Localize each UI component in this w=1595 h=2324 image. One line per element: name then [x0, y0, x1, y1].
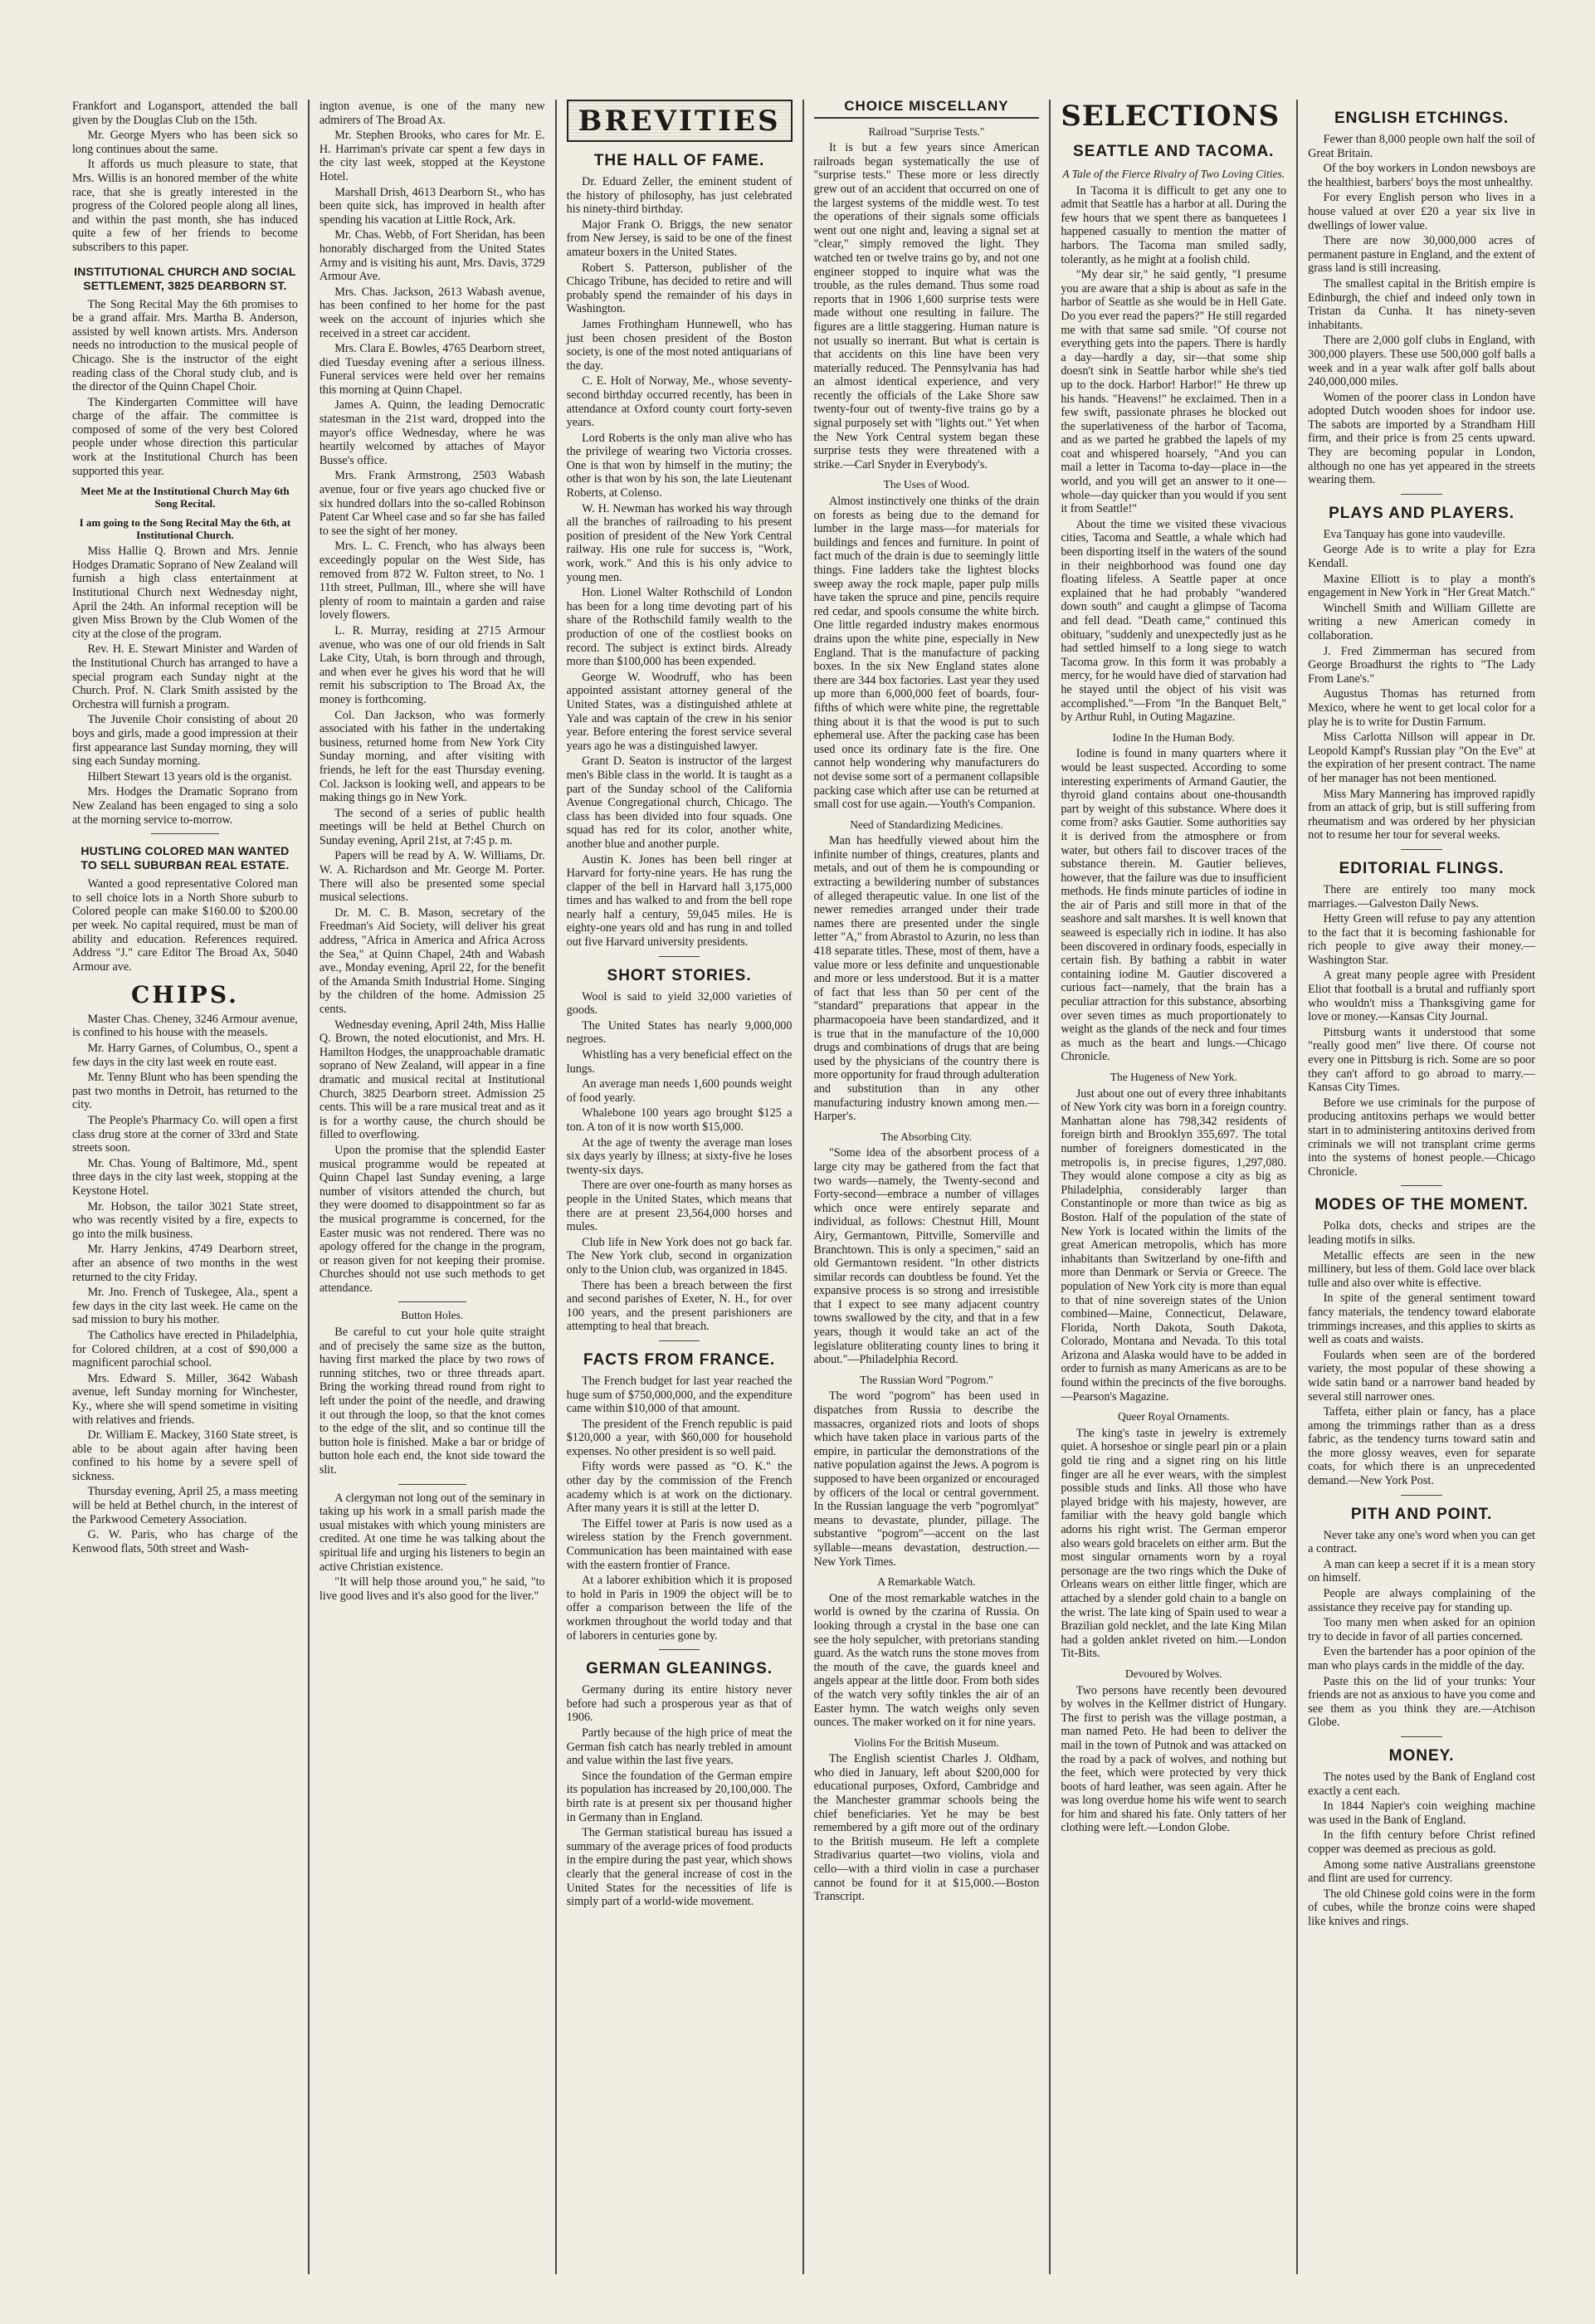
section-heading: FACTS FROM FRANCE.: [583, 1350, 776, 1369]
article-paragraph: Two persons have recently been devoured by wolves in the Kellmer district of Hungary. The first to perish was the village postman, a man named Peto. He had been to deliver the mail in the town of Putnok and was attacked on the road by a pack of wolves, and nothing but the feet, which were protected by very thick boots of hard leather, was seen again. After he was long overdue home his wife went to search for him and shared his fate. Only tatters of her clothing were left.—London Globe.: [1061, 1683, 1287, 1835]
section-divider: [659, 1340, 700, 1341]
article-paragraph: Mr. Chas. Webb, of Fort Sheridan, has been honorably discharged from the United States Army and is visiting his aunt, Mrs. Davis, 3729 Armour Ave.: [319, 228, 545, 284]
article-paragraph: Miss Mary Mannering has improved rapidly from an attack of grip, but is still suffering from rheumatism and was ordered by her physician not to resume her tour for several weeks.: [1308, 787, 1535, 842]
article-paragraph: The president of the French republic is paid $120,000 a year, with $60,000 for household expenses. No other president is so well paid.: [566, 1417, 793, 1458]
chips-heading: CHIPS.: [130, 981, 239, 1009]
section-divider: [398, 1484, 466, 1485]
article-paragraph: There are now 30,000,000 acres of permanent pasture in England, and the extent of grass land is still increasing.: [1308, 234, 1535, 276]
article-paragraph: ington avenue, is one of the many new admirers of The Broad Ax.: [319, 100, 545, 127]
article-paragraph: Wednesday evening, April 24th, Miss Hallie Q. Brown, the noted elocutionist, and Mrs. H. Hamilton Hodges, the unapproachable dramatic soprano of New Zealand, will appear in a fine dramatic and musical recital at Institutional Church, 3825 Dearborn street. Admission 25 cents. This will be a rare musical treat and as it is for a worthy cause, the church should be filled to overflowing.: [319, 1018, 545, 1142]
article-paragraph: G. W. Paris, who has charge of the Kenwood flats, 50th street and Wash-: [72, 1528, 298, 1555]
section-heading: ENGLISH ETCHINGS.: [1334, 110, 1510, 127]
article-paragraph: Lord Roberts is the only man alive who has the privilege of wearing two Victoria crosses. One is that won by himself in the mutiny; the other is that won by his son, the late Lieutenant Roberts, at Colenso.: [566, 431, 793, 500]
article-title: A Remarkable Watch.: [877, 1575, 976, 1589]
article-paragraph: Paste this on the lid of your trunks: Your friends are not as anxious to have you come and see them as you think they are.—Atchison Globe.: [1308, 1674, 1535, 1730]
article-paragraph: Mr. Jno. French of Tuskegee, Ala., spent a few days in the city last week. He came on the sad mission to bury his mother.: [72, 1286, 298, 1327]
article-paragraph: Almost instinctively one thinks of the drain on forests as being due to the demand for lumber in the large mass—for materials for buildings and fences and furniture. In point of fact much of the drain is due to seemingly little things. Fine ladders take the lightest blocks sweep away the rock maple, paper pulp mills have taken the spruce and pine, pencils require red cedar, and spools consume the white birch. One little regarded industry makes enormous drains upon the white pine, especially in New England. That is the manufacture of packing boxes. In the six New England states alone there are 344 box factories. Last year they used up more than 6,000,000 feet of boards, four-fifths of which were white pine, the regrettable thing about it is that the wood is put to such ephemeral use. After the packing case has been used once its ordinary fate is the fire. One cannot help wondering why manufacturers do not devise some sort of a permanent collapsible packing case which after use can be returned at small cost for use again.—Youth's Companion.: [813, 495, 1040, 812]
article-paragraph: Hetty Green will refuse to pay any attention to the fact that it is becoming fashionable for rich people to give away their money.—Washington Star.: [1308, 912, 1535, 967]
column-2: [310, 100, 557, 2274]
article-paragraph: Major Frank O. Briggs, the new senator from New Jersey, is said to be one of the finest amateur boxers in the United States.: [566, 217, 793, 259]
article-paragraph: Mrs. Edward S. Miller, 3642 Wabash avenue, left Sunday morning for Winchester, Ky., where she will spend sometime in visiting with relatives and friends.: [72, 1371, 298, 1427]
column-grid: [62, 100, 1545, 2274]
article-paragraph: About the time we visited these vivacious cities, Tacoma and Seattle, a whale which had been disporting itself in the waters of the sound in their neighborhood was found one day floating lifeless. A Seattle paper at once explained that he had probably "wandered down south" and caught a glimpse of Tacoma and fell dead. "Death came," continued this obituary, "suddenly and unexpectedly just as he had settled himself to a long siege to watch Tacoma grow. In this form it was probably a mercy, for he would have died of starvation had he stayed until the object of his visit was accomplished."—From "In the Banquet Belt," by Arthur Ruhl, in Outing Magazine.: [1061, 517, 1287, 725]
article-paragraph: The old Chinese gold coins were in the form of cubes, while the bronze coins were shaped like knives and rings.: [1308, 1887, 1535, 1928]
article-paragraph: Hilbert Stewart 13 years old is the organist.: [87, 769, 292, 784]
article-paragraph: Master Chas. Cheney, 3246 Armour avenue, is confined to his house with the measels.: [72, 1012, 298, 1040]
section-divider: [151, 833, 219, 834]
article-paragraph: Wool is said to yield 32,000 varieties of goods.: [566, 989, 793, 1018]
article-paragraph: In spite of the general sentiment toward fancy materials, the tendency toward elaborate trimmings increases, and this applies to skirts as well as coats and waists.: [1308, 1291, 1535, 1347]
article-title: Iodine In the Human Body.: [1112, 730, 1235, 744]
column-5: [1051, 100, 1298, 2274]
article-paragraph: C. E. Holt of Norway, Me., whose seventy-second birthday occurred recently, has been in attendance at Oxford county court forty-seven years.: [566, 374, 793, 430]
article-title: The Uses of Wood.: [883, 478, 970, 491]
article-title: The Absorbing City.: [880, 1130, 973, 1143]
section-divider: [659, 1649, 700, 1650]
article-paragraph: George W. Woodruff, who has been appointed assistant attorney general of the United States, was a distinguished athlete at Yale and was captain of the crew in his senior year. Before entering the forest service several years ago he was a distinguished lawyer.: [566, 670, 793, 753]
article-paragraph: Upon the promise that the splendid Easter musical programme would be repeated at Quinn Chapel last Sunday evening, a large number of visitors attended the church, but they were doomed to disappointment so far as the musical programme is concerned, for the Easter music was not rendered. There was no apology offered for the change in the program, or reason given for not keeping their promise. Churches should not use such methods to get attendance.: [319, 1143, 545, 1295]
article-paragraph: J. Fred Zimmerman has secured from George Broadhurst the rights to "The Lady From Lane's.": [1308, 644, 1535, 686]
article-paragraph: "My dear sir," he said gently, "I presume you are aware that a ship is about as safe in the harbor of Seattle as she would be in Hell Gate. Do you ever read the papers?" He still regarded me with that same sad smile. "Of course not everything gets into the papers. There is hardly a day—hardly a day, sir—that some ship doesn't sink in Seattle harbor while she's tied up to the dock. Harbor! Harbor!" He threw up his hands. "Heavens!" he exclaimed. Then in a few swift, passionate phrases he blocked out the superlativeness of the harbor of Tacoma, and as we parted he grabbed the lapels of my coat and whispered hoarsely, "And you can mail a letter in Tacoma to-day—place in—the world, and you will get an answer to it one—whole—day quicker than you would if you sent it from Seattle!": [1061, 268, 1287, 516]
article-title: The Russian Word "Pogrom.": [860, 1373, 993, 1386]
article-paragraph: The German statistical bureau has issued a summary of the average prices of food products in the empire during the past year, which shows clearly that the general increase of cost in the United States for the necessities of life is simply part of a world-wide movement.: [566, 1826, 793, 1909]
article-paragraph: In Tacoma it is difficult to get any one to admit that Seattle has a harbor at all. During the few hours that we spent there as banquetees I happened casually to mention the matter of harbors. The Tacoma man smiled sadly, tolerantly, as he might at a foolish child.: [1061, 183, 1287, 266]
article-paragraph: Before we use criminals for the purpose of producing antitoxins perhaps we would better start in to administering antitoxins derived from criminals we will not transplant crime germs into the systems of honest people.—Chicago Chronicle.: [1308, 1096, 1535, 1179]
selections-heading: SELECTIONS: [1061, 100, 1280, 133]
article-paragraph: Thursday evening, April 25, a mass meeting will be held at Bethel church, in the interest of the Parkwood Cemetery Association.: [72, 1485, 298, 1526]
section-divider: [1401, 1495, 1441, 1496]
article-title: Railroad "Surprise Tests.": [868, 124, 985, 138]
article-paragraph: Whalebone 100 years ago brought $125 a ton. A ton of it is now worth $15,000.: [566, 1106, 793, 1134]
article-paragraph: Fifty words were passed as "O. K." the other day by the commission of the French academy which is at work on the dictionary. After many years it is still at the letter D.: [566, 1460, 793, 1516]
section-heading: SHORT STORIES.: [607, 966, 752, 984]
article-paragraph: A man can keep a secret if it is a mean story on himself.: [1308, 1557, 1535, 1585]
section-heading: HUSTLING COLORED MAN WANTED TO SELL SUBURBAN REAL ESTATE.: [80, 844, 290, 872]
article-paragraph: The People's Pharmacy Co. will open a first class drug store at the corner of 33rd and State streets soon.: [72, 1114, 298, 1155]
section-divider: [659, 956, 700, 957]
article-paragraph: Among some native Australians greenstone and flint are used for currency.: [1308, 1858, 1535, 1886]
section-divider: [1401, 1736, 1441, 1737]
article-paragraph: Papers will be read by A. W. Williams, Dr. W. A. Richardson and Mr. George M. Porter. There will also be presented some special musical selections.: [319, 849, 545, 905]
article-paragraph: Mr. Hobson, the tailor 3021 State street, who was recently visited by a fire, expects to go into the milk business.: [72, 1199, 298, 1241]
article-paragraph: Metallic effects are seen in the new millinery, but less of them. Gold lace over black tulle and also over white is effective.: [1308, 1248, 1535, 1290]
article-title: Devoured by Wolves.: [1124, 1667, 1222, 1680]
article-paragraph: "It will help those around you," he said, "to live good lives and it's also good for the liver.": [319, 1575, 545, 1603]
section-divider: [1401, 494, 1441, 495]
article-paragraph: George Ade is to write a play for Ezra Kendall.: [1308, 543, 1535, 571]
article-paragraph: Whistling has a very beneficial effect on the lungs.: [566, 1048, 793, 1076]
article-paragraph: Robert S. Patterson, publisher of the Chicago Tribune, has decided to retire and will probably spend the remainder of his days in Washington.: [566, 261, 793, 316]
article-paragraph: There are 2,000 golf clubs in England, with 300,000 players. These use 500,000 golf balls a week and in a year walk after golf balls about 240,000,000 miles.: [1308, 334, 1535, 389]
article-paragraph: Winchell Smith and William Gillette are writing a new American comedy in collaboration.: [1308, 601, 1535, 642]
article-paragraph: There are entirely too many mock marriages.—Galveston Daily News.: [1308, 882, 1535, 911]
article-paragraph: The French budget for last year reached the huge sum of $750,000,000, and the expenditure came within $10,000 of that amount.: [566, 1374, 793, 1416]
article-paragraph: Mr. Chas. Young of Baltimore, Md., spent three days in the city last week, stopping at the Keystone Hotel.: [72, 1156, 298, 1198]
article-paragraph: In the fifth century before Christ refined copper was deemed as precious as gold.: [1308, 1828, 1535, 1856]
article-paragraph: Just about one out of every three inhabitants of New York city was born in a foreign country. Manhattan alone has 798,342 residents of foreign birth and Brooklyn 355,697. The total number of foreigners domesticated in the metropolis is, in precise figures, 1,297,080. They would alone compose a city as big as Philadelphia, considerably larger than Constantinople or more than twice as big as Boston. Half of the population of the state of New York is located within the limits of the great American metropolis, which has more inhabitants than Switzerland by one-fifth and more than Denmark or Servia or Greece. The population of New York city is more than equal to that of nine sovereign states of the Union combined—Maine, Connecticut, Delaware, Florida, North Dakota, South Dakota, Colorado, Montana and Nevada. To this total Arizona and Alaska would have to be added in order to furnish as many Americans as are to be found within the precincts of the five boroughs.—Pearson's Magazine.: [1061, 1086, 1287, 1404]
article-paragraph: Miss Carlotta Nillson will appear in Dr. Leopold Kampf's Russian play "On the Eve" at the expiration of her present contract. The name of her manager has not been mentioned.: [1308, 730, 1535, 785]
article-title: The Hugeness of New York.: [1110, 1071, 1237, 1083]
article-paragraph: W. H. Newman has worked his way through all the branches of railroading to his present position of president of the New York Central railway. His one rule for success is, "Work, work, work." And this is his only advice to young men.: [566, 501, 793, 584]
article-paragraph: "Some idea of the absorbent process of a large city may be gathered from the fact that two wards—namely, the Twenty-second and Forty-second—embrace a number of villages which once were entirely separate and individual, as follows: Chestnut Hill, Mount Airy, Germantown, Pittville, Somerville and Branchtown. This is only a specimen," said an old Germantown resident. "In other districts similar records can doubtless be found. Yet the expansive process is so strong and irresistible that I expect to see many adjacent country towns swallowed by the city, and that in a few years, though it would take an act of the legislature obliterating county lines to bring it about."—Philadelphia Record.: [813, 1146, 1040, 1367]
article-paragraph: Pittsburg wants it understood that some "really good men" live there. Of course not every one in Pittsburg is rich. Some are so poor they can't afford to go abroad to marry.—Kansas City Times.: [1308, 1025, 1535, 1095]
article-paragraph: Maxine Elliott is to play a month's engagement in New York in "Her Great Match.": [1308, 572, 1535, 600]
column-6: [1298, 100, 1545, 2274]
section-heading: INSTITUTIONAL CHURCH AND SOCIAL SETTLEMENT, 3825 DEARBORN ST.: [74, 264, 296, 292]
choice-miscellany-heading: CHOICE MISCELLANY: [814, 100, 1040, 119]
article-paragraph: Grant D. Seaton is instructor of the largest men's Bible class in the world. It is taught as a part of the Sunday school of the California Avenue Congregational church, Chicago. The class has been divided into four squads. One squad has red for its color, another white, another blue and another purple.: [566, 754, 793, 851]
article-paragraph: The English scientist Charles J. Oldham, who died in January, left about $200,000 for educational purposes, Oxford, Cambridge and the Manchester grammar schools being the chief beneficiaries. Yet he may be best remembered by a gift more out of the ordinary to the British museum. He left a complete Stradivarius quartet—two violins, viola and cello—with a third violin in case a purchaser cannot be found for it at $15,000.—Boston Transcript.: [813, 1752, 1040, 1904]
article-paragraph: The Song Recital May the 6th promises to be a grand affair. Mrs. Martha B. Anderson, assisted by well known artists. Mrs. Anderson needs no introduction to the musical people of Chicago. She is the instructor of the eight reading class of the Choral study club, and is the director of the Quinn Chapel Choir.: [72, 297, 298, 394]
article-paragraph: The second of a series of public health meetings will be held at Bethel Church on Sunday evening, April 21st, at 7:45 p. m.: [319, 806, 545, 847]
article-paragraph: Too many men when asked for an opinion try to decide in favor of all parties concerned.: [1308, 1616, 1535, 1643]
column-1: [62, 100, 310, 2274]
article-paragraph: The word "pogrom" has been used in dispatches from Russia to describe the massacres, organized riots and loots of shops which have taken place in various parts of the empire, in particular the demonstrations of the native population against the Jews. A pogrom is supposed to have been organized or encouraged by officers of the local or central government. In the Russian language the verb "pogromlyat" means to devastate, plunder, pillage. The substantive "pogrom"—accent on the last syllable—means devastation, destruction.—New York Times.: [813, 1389, 1040, 1569]
section-heading: MODES OF THE MOMENT.: [1315, 1196, 1529, 1214]
notice-heading: Meet Me at the Institutional Church May 6th Song Recital.: [80, 485, 290, 510]
article-paragraph: Since the foundation of the German empire its population has increased by 20,100,000. The birth rate is at present six per thousand higher in Germany than in England.: [566, 1769, 793, 1824]
article-paragraph: One of the most remarkable watches in the world is owned by the czarina of Russia. On looking through a crystal in the base one can see the holy sepulcher, with pretorians standing guard. As the watch runs the stone moves from the mouth of the cave, the guards kneel and angels appear at the little door. From both sides of the watch very softly tinkles the air of an Easter hymn. The watch weighs only seven ounces. The maker worked on it for nine years.: [813, 1591, 1040, 1730]
article-paragraph: Mr. Harry Jenkins, 4749 Dearborn street, after an absence of two months in the west returned to the city Friday.: [72, 1243, 298, 1284]
article-paragraph: Miss Hallie Q. Brown and Mrs. Jennie Hodges Dramatic Soprano of New Zealand will furnish a high class entertainment at Institutional Church next Wednesday night, April the 24th. An informal reception will be given Miss Brown by the Club Women of the city at the close of the program.: [72, 544, 298, 641]
article-paragraph: Mrs. Clara E. Bowles, 4765 Dearborn street, died Tuesday evening after a serious illness. Funeral services were held over her remains this morning at Quinn Chapel.: [319, 342, 545, 397]
article-paragraph: Foulards when seen are of the bordered variety, the most popular of these showing a wide satin band or a narrower band headed by several still narrower ones.: [1308, 1348, 1535, 1404]
section-heading: GERMAN GLEANINGS.: [586, 1660, 773, 1678]
article-paragraph: Even the bartender has a poor opinion of the man who plays cards in the middle of the day.: [1308, 1645, 1535, 1672]
article-paragraph: Fewer than 8,000 people own half the soil of Great Britain.: [1308, 133, 1535, 160]
article-paragraph: Eva Tanquay has gone into vaudeville.: [1323, 527, 1505, 541]
article-paragraph: Mrs. Hodges the Dramatic Soprano from New Zealand has been engaged to sing a solo at the morning service to-morrow.: [72, 785, 298, 827]
article-paragraph: Dr. M. C. B. Mason, secretary of the Freedman's Aid Society, will deliver his great address, "Africa in America and Africa Across the Sea," at Quinn Chapel, 24th and Wabash ave., Monday evening, April 22, for the benefit of the Amanda Smith Industrial Home. Singing by the children of the home. Admission 25 cents.: [319, 906, 545, 1016]
article-paragraph: Dr. Eduard Zeller, the eminent student of the history of philosophy, has just celebrated his ninety-third birthday.: [566, 175, 793, 217]
article-paragraph: Iodine is found in many quarters where it would be least suspected. According to some interesting experiments of Armand Gautier, the thyroid gland contains about one-thousandth part by weight of this substance. Where does it come from? asks Gautier. Some authorities say it is derived from the atmosphere or from water, but others fail to discover traces of the substance therein. M. Gautier believes, however, that the failure was due to insufficient methods. He finds minute particles of iodine in the air of Paris and still more in that of the seashore and salt marshes. It is well known that seaweed is especially rich in iodine. It has also been discovered in ordinary foods, especially in certain fish. By bathing a rabbit in water containing iodine M. Gautier discovered a curious fact—namely, that the brain has a peculiar attraction for this substance, absorbing over seven times as much proportionately to weight as the glands of the neck and four times as much as the heart and lungs.—Chicago Chronicle.: [1061, 747, 1287, 1064]
section-heading: MONEY.: [1388, 1746, 1455, 1765]
article-paragraph: The United States has nearly 9,000,000 negroes.: [566, 1018, 793, 1047]
article-paragraph: Man has heedfully viewed about him the infinite number of things, creatures, plants and metals, and out of them he is compounding or extracting a bewildering number of substances of alleged therapeutic value. In one list of the newer remedies arranged under their trade names there are presented under the single letter "A," from Abrastol to Azurin, no less than 418 separate titles. These, most of them, have a value more or less definite and unquestionable and more or less understood. But it is a matter of fact that less than 50 per cent of the "standard" preparations that appear in the pharmacopoeia have been standardized, and it is true that in the manufacture of the 10,000 drugs and combinations of drugs that are being used by the physicians of the country there is more opportunity for fraud through adulteration and substitution than in any other manufacturing industry known among men.—Harper's.: [813, 834, 1040, 1124]
section-heading: THE HALL OF FAME.: [593, 152, 765, 169]
article-paragraph: It affords us much pleasure to state, that Mrs. Willis is an honored member of the white race, that she is greatly interested in the progress of the Colored people along all lines, and within the past month, she has induced quite a few of her friends to become subscribers to this paper.: [72, 158, 298, 254]
article-paragraph: The Catholics have erected in Philadelphia, for Colored children, at a cost of $90,000 a magnificent parochial school.: [72, 1328, 298, 1370]
article-paragraph: Of the boy workers in London newsboys are the healthiest, barbers' boys the most unhealthy.: [1308, 162, 1535, 189]
article-paragraph: People are always complaining of the assistance they receive pay for standing up.: [1308, 1587, 1535, 1614]
article-paragraph: Hon. Lionel Walter Rothschild of London has been for a long time devoting part of his share of the Rothschild family wealth to the production of one of the costliest books on record. The subject is extinct birds. Already more than $100,000 has been expended.: [566, 586, 793, 669]
article-paragraph: An average man needs 1,600 pounds weight of food yearly.: [566, 1077, 793, 1105]
article-title: Violins For the British Museum.: [853, 1736, 999, 1749]
article-paragraph: A great many people agree with President Eliot that football is a brutal and ruffianly sport who wouldn't miss a Thanksgiving game for love or money.—Kansas City Journal.: [1308, 969, 1535, 1024]
article-paragraph: The notes used by the Bank of England cost exactly a cent each.: [1308, 1770, 1535, 1798]
article-title: A Tale of the Fierce Rivalry of Two Loving Cities.: [1062, 168, 1285, 180]
article-paragraph: Be careful to cut your hole quite straight and of precisely the same size as the button, having first marked the place by two rows of running stitches, two or three threads apart. Bring the working thread round from right to left under the point of the needle, and drawing it out through the loop, so that the knot comes to the edge of the slit, and so continue till the button hole is finished. Make a bar or bridge of button hole each end, the knot side toward the slit.: [319, 1326, 545, 1477]
column-3: [557, 100, 804, 2274]
notice-heading: I am going to the Song Recital May the 6th, at Institutional Church.: [79, 516, 291, 542]
article-paragraph: A clergyman not long out of the seminary in taking up his work in a small parish made the usual mistakes with which young ministers are credited. At one time he was talking about the spiritual life and urging his listeners to begin an active Christian existence.: [319, 1491, 545, 1574]
article-paragraph: Frankfort and Logansport, attended the ball given by the Douglas Club on the 15th.: [72, 100, 298, 127]
article-paragraph: Marshall Drish, 4613 Dearborn St., who has been quite sick, has improved in health after spending his vacation at Little Rock, Ark.: [319, 185, 545, 227]
article-paragraph: Augustus Thomas has returned from Mexico, where he went to get local color for a play he is to write for Dustin Farnum.: [1308, 687, 1535, 729]
article-paragraph: Mrs. L. C. French, who has always been exceedingly popular on the West Side, has removed from 872 W. Fulton street, to No. 1 11th street, Pullman, Ill., where she will have plenty of room to maintain a garden and raise lovely flowers.: [319, 540, 545, 622]
article-paragraph: The Juvenile Choir consisting of about 20 boys and girls, made a good impression at their first appearance last Sunday morning, they will sing each Sunday morning.: [72, 713, 298, 769]
article-paragraph: Mrs. Chas. Jackson, 2613 Wabash avenue, has been confined to her home for the past week on the account of injuries which she received in a street car accident.: [319, 285, 545, 340]
article-paragraph: Polka dots, checks and stripes are the leading motifs in silks.: [1308, 1219, 1535, 1247]
article-paragraph: Mr. Stephen Brooks, who cares for Mr. E. H. Harriman's private car spent a few days in the city last week, stopped at the Keystone Hotel.: [319, 129, 545, 183]
article-title: Button Holes.: [401, 1309, 464, 1322]
article-paragraph: At a laborer exhibition which it is proposed to hold in Paris in 1909 the object will be to offer a comparison between the life of the workmen throughout the world today and that of laborers in centuries gone by.: [566, 1574, 793, 1643]
article-paragraph: Women of the poorer class in London have adopted Dutch wooden shoes for indoor use. The sabots are imported by a Strandham Hill firm, and their price is from 25 cents upward. They are becoming popular in London, although no one has yet appeared in the streets wearing them.: [1308, 390, 1535, 487]
article-paragraph: Austin K. Jones has been bell ringer at Harvard for forty-nine years. He has rung the clapper of the bell in Harvard hall 3,175,000 times and has walked to and from the bell rope nearly half a century, 59,045 miles. He is eighty-one years old and has rung in and tolled out five Harvard university presidents.: [566, 852, 793, 950]
article-paragraph: Rev. H. E. Stewart Minister and Warden of the Institutional Church has arranged to have a special program each Sunday night at the Church. Prof. N. Clark Smith assisted by the Orchestra will furnish a program.: [72, 642, 298, 711]
article-paragraph: Never take any one's word when you can get a contract.: [1308, 1528, 1535, 1556]
article-paragraph: Wanted a good representative Colored man to sell choice lots in a North Shore suburb to Colored people can make $160.00 to $200.00 per week. No capital required, must be man of ability and education. References required. Address "J." care Editor The Broad Ax, 5040 Armour ave.: [72, 877, 298, 974]
article-paragraph: Mrs. Frank Armstrong, 2503 Wabash avenue, four or five years ago chucked five or six hundred dollars into the so-called Robinson Patent Car Wheel case and so far she has failed to see the sight of her money.: [319, 469, 545, 538]
article-paragraph: Germany during its entire history never before had such a prosperous year as that of 1906.: [566, 1683, 793, 1725]
article-paragraph: The Kindergarten Committee will have charge of the affair. The committee is composed of some of the very best Colored people under whose direction this particular work at the Institutional Church has been supported this year.: [72, 395, 298, 478]
article-paragraph: The Eiffel tower at Paris is now used as a wireless station by the French government. Communication has been maintained with ease with the eastern frontier of France.: [566, 1516, 793, 1572]
brevities-masthead: BREVITIES: [567, 100, 793, 142]
section-heading: PLAYS AND PLAYERS.: [1329, 504, 1515, 522]
article-paragraph: It is but a few years since American railroads began systematically the use of "surprise tests." These more or less directly grew out of an accident that occurred on one of the largest systems of the middle west. To test the operations of their signals some officials went out one night and, leaving a signal set at "clear," simply removed the light. They watched ten or twelve trains go by, and not one engineer stopped to inquire what was the trouble, as the rules demand. Thus some road reports that in 1906 1,600 surprise tests were made without one resulting in failure. The figures are a little staggering. Human nature is not usually so inerrant. But what is certain is that accidents on this line have been very materially reduced. The Pennsylvania has had an almost identical experience, and very recently the officials of the Lake Shore saw twenty-four out of twenty-five trains go by a signal purposely set with "lights out." Yet when the New York Central system began these surprise tests they were threatened with a strike.—Carl Snyder in Everybody's.: [813, 141, 1040, 471]
section-divider: [1401, 849, 1441, 850]
section-heading: PITH AND POINT.: [1350, 1505, 1493, 1523]
article-paragraph: L. R. Murray, residing at 2715 Armour avenue, who was one of our old friends in Salt Lake City, Utah, is born through and through, and when ever he gives his word that he will remit his subscription to The Broad Ax, the money is forthcoming.: [319, 623, 545, 706]
article-title: Need of Standardizing Medicines.: [850, 818, 1003, 831]
article-title: Queer Royal Ornaments.: [1117, 1410, 1230, 1423]
article-paragraph: At the age of twenty the average man loses six days yearly by illness; at sixty-five he loses twenty-six days.: [566, 1135, 793, 1177]
article-paragraph: Dr. William E. Mackey, 3160 State street, is able to be about again after having been confined to his home by a severe spell of sickness.: [72, 1428, 298, 1483]
section-heading: SEATTLE AND TACOMA.: [1073, 143, 1275, 160]
article-paragraph: There has been a breach between the first and second parishes of Exeter, N. H., for over 100 years, and the present parishioners are attempting to heal that breach.: [566, 1278, 793, 1334]
column-4: [804, 100, 1051, 2274]
article-paragraph: Mr. Harry Garnes, of Columbus, O., spent a few days in the city last week en route east.: [72, 1042, 298, 1069]
article-paragraph: For every English person who lives in a house valued at over £20 a year six live in dwellings of lower value.: [1308, 191, 1535, 232]
section-divider: [398, 1301, 466, 1302]
article-paragraph: There are over one-fourth as many horses as people in the United States, which means that there are at present 23,564,000 horses and mules.: [566, 1179, 793, 1234]
article-paragraph: James Frothingham Hunnewell, who has just been chosen president of the Boston society, is one of the most noted antiquarians of the day.: [566, 317, 793, 373]
article-paragraph: In 1844 Napier's coin weighing machine was used in the Bank of England.: [1308, 1799, 1535, 1827]
article-paragraph: Club life in New York does not go back far. The New York club, second in organization only to the Union club, was organized in 1845.: [566, 1235, 793, 1277]
article-paragraph: James A. Quinn, the leading Democratic statesman in the 21st ward, dropped into the mayor's office Wednesday, where he was heartily welcomed by attaches of Mayor Busse's office.: [319, 398, 545, 467]
article-paragraph: Mr. George Myers who has been sick so long continues about the same.: [72, 129, 298, 156]
section-heading: EDITORIAL FLINGS.: [1339, 859, 1505, 877]
article-paragraph: The king's taste in jewelry is extremely quiet. A horseshoe or single pearl pin or a plain gold tie ring and a signet ring on his little finger are all he ever wears, with the simplest possible studs and links. All those who have played bridge with his majesty, however, are familiar with the heavy gold bangle which adorns his right wrist. The German emperor also wears gold bracelets on either arm. But the most singular ornaments worn by a royal personage are the two rings which the Duke of Orleans wears on either little finger, which are attached by a slender gold chain to a bangle on the wrist. The late king of Spain used to wear a Brazilian gold necklet, and the late King Milan had a golden anklet riveted on him.—London Tit-Bits.: [1061, 1426, 1287, 1661]
article-paragraph: The smallest capital in the British empire is Edinburgh, the chief and indeed only town in Tristan da Cunha. It has ninety-seven inhabitants.: [1308, 276, 1535, 332]
article-paragraph: Taffeta, either plain or fancy, has a place among the trimmings rather than as a dress fabric, as the tendency turns toward satin and the more glossy weaves, even for separate coats, for which there is an unprecedented demand.—New York Post.: [1308, 1405, 1535, 1488]
article-paragraph: Col. Dan Jackson, who was formerly associated with his father in the undertaking business, returned home from New York City Sunday morning, and after visiting with friends, he left for the east Thursday evening. Col. Jackson is looking well, and appears to be making things go in New York.: [319, 708, 545, 805]
section-divider: [1401, 1185, 1441, 1186]
article-paragraph: Mr. Tenny Blunt who has been spending the past two months in Detroit, has returned to the city.: [72, 1071, 298, 1112]
article-paragraph: Partly because of the high price of meat the German fish catch has nearly trebled in amount and value within the last five years.: [566, 1726, 793, 1768]
